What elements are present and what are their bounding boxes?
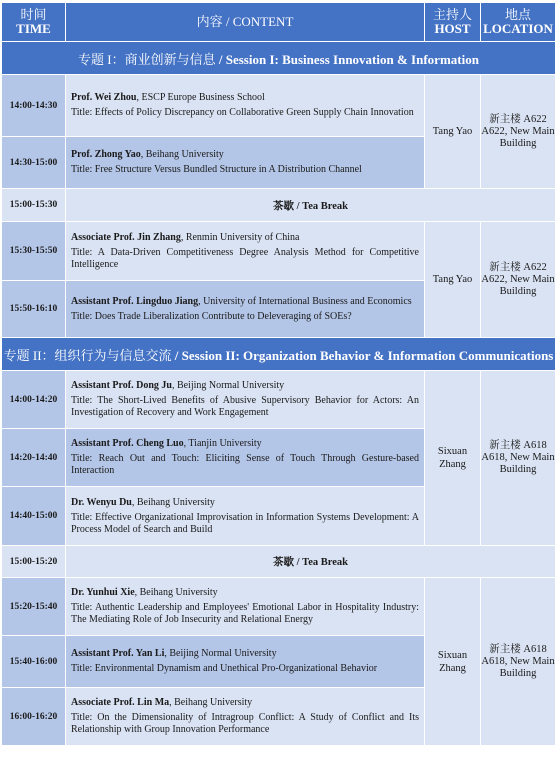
talk-title: Title: The Short-Lived Benefits of Abusive Supervisory Behavior for Actors: An Investigation of Recovery and Work Engagement <box>71 395 419 418</box>
header-host: 主持人 HOST <box>425 3 481 42</box>
talk-time: 14:30-15:00 <box>2 137 66 189</box>
talk-title: Title: Reach Out and Touch: Eliciting Sense of Touch Through Gesture-based Interaction <box>71 453 419 476</box>
talk-title: Title: Effective Organizational Improvisation in Information Systems Development: A Process Model of Search and Build <box>71 511 419 535</box>
tea-break-label: 茶歇 / Tea Break <box>66 546 556 578</box>
talk-title: Title: Free Structure Versus Bundled Structure in A Distribution Channel <box>71 164 362 175</box>
talk-time: 15:50-16:10 <box>2 281 66 338</box>
session-1-title-en: / Session I: Business Innovation & Information <box>218 51 479 67</box>
session-host: Sixuan Zhang <box>425 371 481 546</box>
session-location: 新主楼 A618 A618, New Main Building <box>481 578 556 746</box>
break-time: 15:00-15:30 <box>2 189 66 222</box>
table-row <box>2 75 556 137</box>
session-host: Tang Yao <box>425 75 481 189</box>
speaker-affiliation: , Beihang University <box>134 587 218 598</box>
speaker-name: Associate Prof. Lin Ma <box>71 697 170 708</box>
header-time: 时间 TIME <box>2 3 66 42</box>
talk-title: Title: On the Dimensionality of Intragroup Conflict: A Study of Conflict and Its Relationship with Group Innovation Performance <box>71 712 419 735</box>
session-location: 新主楼 A622 A622, New Main Building <box>481 222 556 338</box>
talk-time: 14:00-14:30 <box>2 75 66 137</box>
speaker-name: Assistant Prof. Dong Ju <box>71 380 172 391</box>
speaker-affiliation: , Renmin University of China <box>180 231 300 243</box>
session-2-header <box>2 338 556 371</box>
talk-time: 14:40-15:00 <box>2 487 66 546</box>
session-location: 新主楼 A618 A618, New Main Building <box>481 371 556 546</box>
session-host: Sixuan Zhang <box>425 578 481 746</box>
talk-cell <box>66 578 425 636</box>
speaker-name: Associate Prof. Jin Zhang <box>71 231 181 243</box>
session-2-title-cn: 专题 II：组织行为与信息交流 <box>3 347 172 363</box>
talk-title: Title: A Data-Driven Competitiveness Degree Analysis Method for Competitive Intelligence <box>71 246 419 270</box>
talk-cell <box>66 281 425 338</box>
speaker-affiliation: , Beijing Normal University <box>171 380 285 391</box>
talk-title: Title: Does Trade Liberalization Contribute to Deleveraging of SOEs? <box>71 310 352 322</box>
talk-time: 16:00-16:20 <box>2 688 66 746</box>
talk-cell <box>66 75 425 137</box>
session-location: 新主楼 A622 A622, New Main Building <box>481 75 556 189</box>
talk-title: Title: Authentic Leadership and Employees' Emotional Labor in Hospitality Industry: The Mediating Role of Job Insecurity and Relational Energy <box>71 602 419 625</box>
talk-cell <box>66 636 425 688</box>
speaker-affiliation: , Beihang University <box>169 697 253 708</box>
talk-title: Title: Environmental Dynamism and Unethical Pro-Organizational Behavior <box>71 663 378 674</box>
talk-time: 15:20-15:40 <box>2 578 66 636</box>
tea-break-row <box>2 546 556 578</box>
speaker-affiliation: , University of International Business and Economics <box>198 295 412 307</box>
talk-cell <box>66 137 425 189</box>
speaker-name: Prof. Zhong Yao <box>71 149 141 160</box>
header-content: 内容 / CONTENT <box>66 3 425 42</box>
talk-cell <box>66 222 425 281</box>
speaker-name: Dr. Yunhui Xie <box>71 587 135 598</box>
speaker-affiliation: , Beihang University <box>131 496 215 508</box>
tea-break-row <box>2 189 556 222</box>
header-location: 地点 LOCATION <box>481 3 556 42</box>
speaker-affiliation: , Tianjin University <box>183 438 262 449</box>
table-row <box>2 578 556 636</box>
session-2-title-en: / Session II: Organization Behavior & Information Communications <box>174 347 554 363</box>
talk-time: 14:00-14:20 <box>2 371 66 429</box>
talk-cell <box>66 429 425 487</box>
speaker-name: Assistant Prof. Lingduo Jiang <box>71 295 199 307</box>
talk-cell <box>66 371 425 429</box>
table-row <box>2 371 556 429</box>
session-host: Tang Yao <box>425 222 481 338</box>
talk-time: 14:20-14:40 <box>2 429 66 487</box>
talk-time: 15:40-16:00 <box>2 636 66 688</box>
speaker-name: Assistant Prof. Yan Li <box>71 648 165 659</box>
session-1-title-cn: 专题 I：商业创新与信息 <box>78 51 216 67</box>
talk-cell <box>66 688 425 746</box>
session-1-header <box>2 42 556 75</box>
talk-time: 15:30-15:50 <box>2 222 66 281</box>
table-row <box>2 222 556 281</box>
tea-break-label: 茶歇 / Tea Break <box>66 189 556 222</box>
table-header-row <box>2 3 556 42</box>
speaker-affiliation: , Beijing Normal University <box>164 648 277 659</box>
speaker-affiliation: , Beihang University <box>140 149 224 160</box>
speaker-name: Assistant Prof. Cheng Luo <box>71 438 184 449</box>
speaker-name: Prof. Wei Zhou <box>71 92 137 103</box>
speaker-name: Dr. Wenyu Du <box>71 496 132 508</box>
talk-title: Title: Effects of Policy Discrepancy on Collaborative Green Supply Chain Innovation <box>71 107 414 118</box>
talk-cell <box>66 487 425 546</box>
break-time: 15:00-15:20 <box>2 546 66 578</box>
speaker-affiliation: , ESCP Europe Business School <box>136 92 265 103</box>
schedule-table <box>1 2 556 746</box>
